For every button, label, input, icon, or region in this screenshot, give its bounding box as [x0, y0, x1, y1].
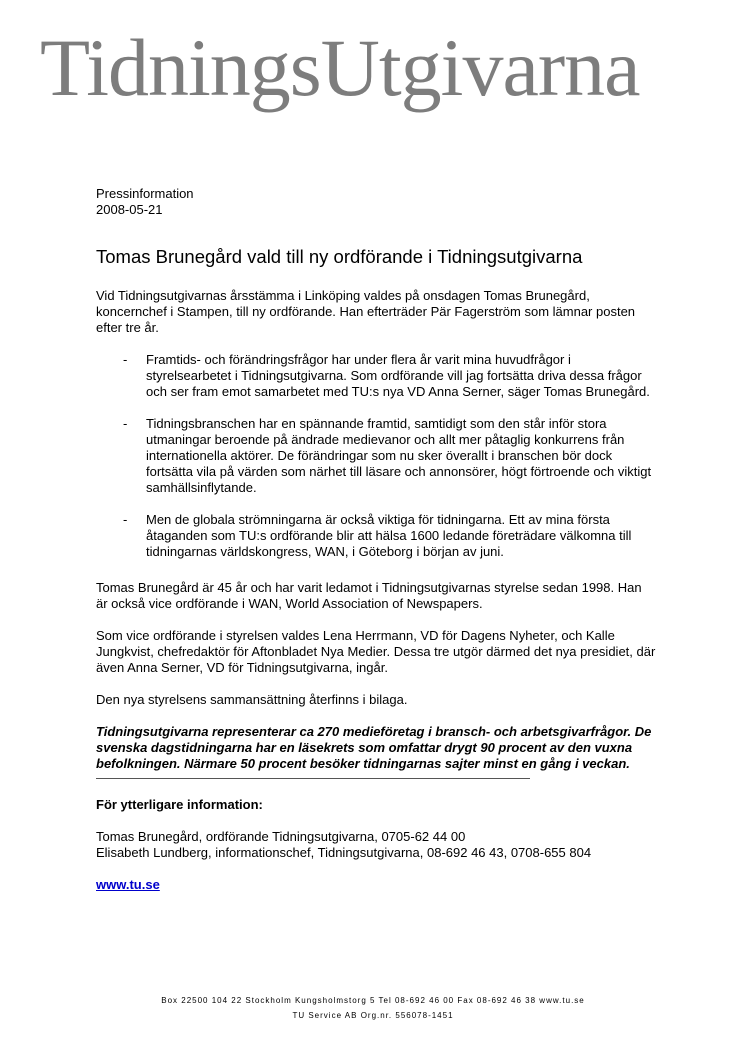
dash-marker: -: [123, 416, 128, 431]
logo-wordmark: TidningsUtgivarna: [40, 22, 640, 113]
contact-line: Elisabeth Lundberg, informationschef, Tidningsutgivarna, 08-692 46 43, 0708-655 804: [96, 845, 592, 860]
dash-marker: -: [123, 512, 128, 527]
appendix-paragraph: Den nya styrelsens sammansättning återfinns i bilaga.: [96, 692, 408, 707]
footer-company: TU Service AB Org.nr. 556078-1451: [292, 1011, 454, 1020]
divider: [96, 778, 530, 779]
quote-item: [96, 352, 656, 400]
vice-chair-paragraph: Som vice ordförande i styrelsen valdes Lena Herrmann, VD för Dagens Nyheter, och Kalle Jungkvist, chefredaktör för Aftonbladet Nya Medier. Dessa tre utgör därmed det nya presidiet, där även Anna Serner, VD för Tidningsutgivarna, ingår.: [96, 628, 656, 675]
website-link[interactable]: www.tu.se: [96, 877, 160, 892]
dash-marker: -: [123, 352, 128, 367]
quote-text: Tidningsbranschen har en spännande framtid, samtidigt som den står inför stora utmaningar beroende på ändrade medievanor och allt mer påtaglig konkurrens från internationella aktörer. De förändringar som nu sker överallt i branschen bör dock fortsätta vila på värden som närhet till läsare och annonsörer, högt förtroende och viktigt samhällsinflytande.: [146, 416, 652, 495]
contact-heading: För ytterligare information:: [96, 797, 263, 812]
release-meta: [96, 186, 656, 218]
about-paragraph: Tidningsutgivarna representerar ca 270 medieföretag i bransch- och arbetsgivarfrågor. De svenska dagstidningarna har en läsekrets som omfattar drygt 90 procent av den vuxna befolkningen. Närmare 50 procent besöker tidningarnas sajter minst en gång i veckan.: [96, 724, 652, 771]
quote-text: Framtids- och förändringsfrågor har under flera år varit mina huvudfrågor i styrelsearbetet i Tidningsutgivarna. Som ordförande vill jag fortsätta driva dessa frågor och ser fram emot samarbetet med TU:s nya VD Anna Serner, säger Tomas Brunegård.: [146, 352, 650, 399]
footer-address: Box 22500 104 22 Stockholm Kungsholmstorg 5 Tel 08-692 46 00 Fax 08-692 46 38 www.tu.se: [161, 996, 585, 1005]
press-release-body: [96, 186, 656, 893]
release-date: 2008-05-21: [96, 202, 163, 217]
intro-paragraph: Vid Tidningsutgivarnas årsstämma i Linköping valdes på onsdagen Tomas Brunegård, koncernchef i Stampen, till ny ordförande. Han efterträder Pär Fagerström som lämnar posten efter tre år.: [96, 288, 636, 335]
quote-list: [96, 352, 656, 560]
quote-item: [96, 512, 656, 560]
quote-text: Men de globala strömningarna är också viktiga för tidningarna. Ett av mina första åtaganden som TU:s ordförande blir att hälsa 1600 ledande företrädare välkomna till tidningarnas världskongress, WAN, i Göteborg i början av juni.: [146, 512, 632, 559]
release-type: Pressinformation: [96, 186, 194, 201]
contact-line: Tomas Brunegård, ordförande Tidningsutgivarna, 0705-62 44 00: [96, 829, 466, 844]
bio-paragraph: Tomas Brunegård är 45 år och har varit ledamot i Tidningsutgivarnas styrelse sedan 1998. Han är också vice ordförande i WAN, World Association of Newspapers.: [96, 580, 642, 611]
quote-item: [96, 416, 656, 496]
headline: Tomas Brunegård vald till ny ordförande i Tidningsutgivarna: [96, 246, 583, 267]
